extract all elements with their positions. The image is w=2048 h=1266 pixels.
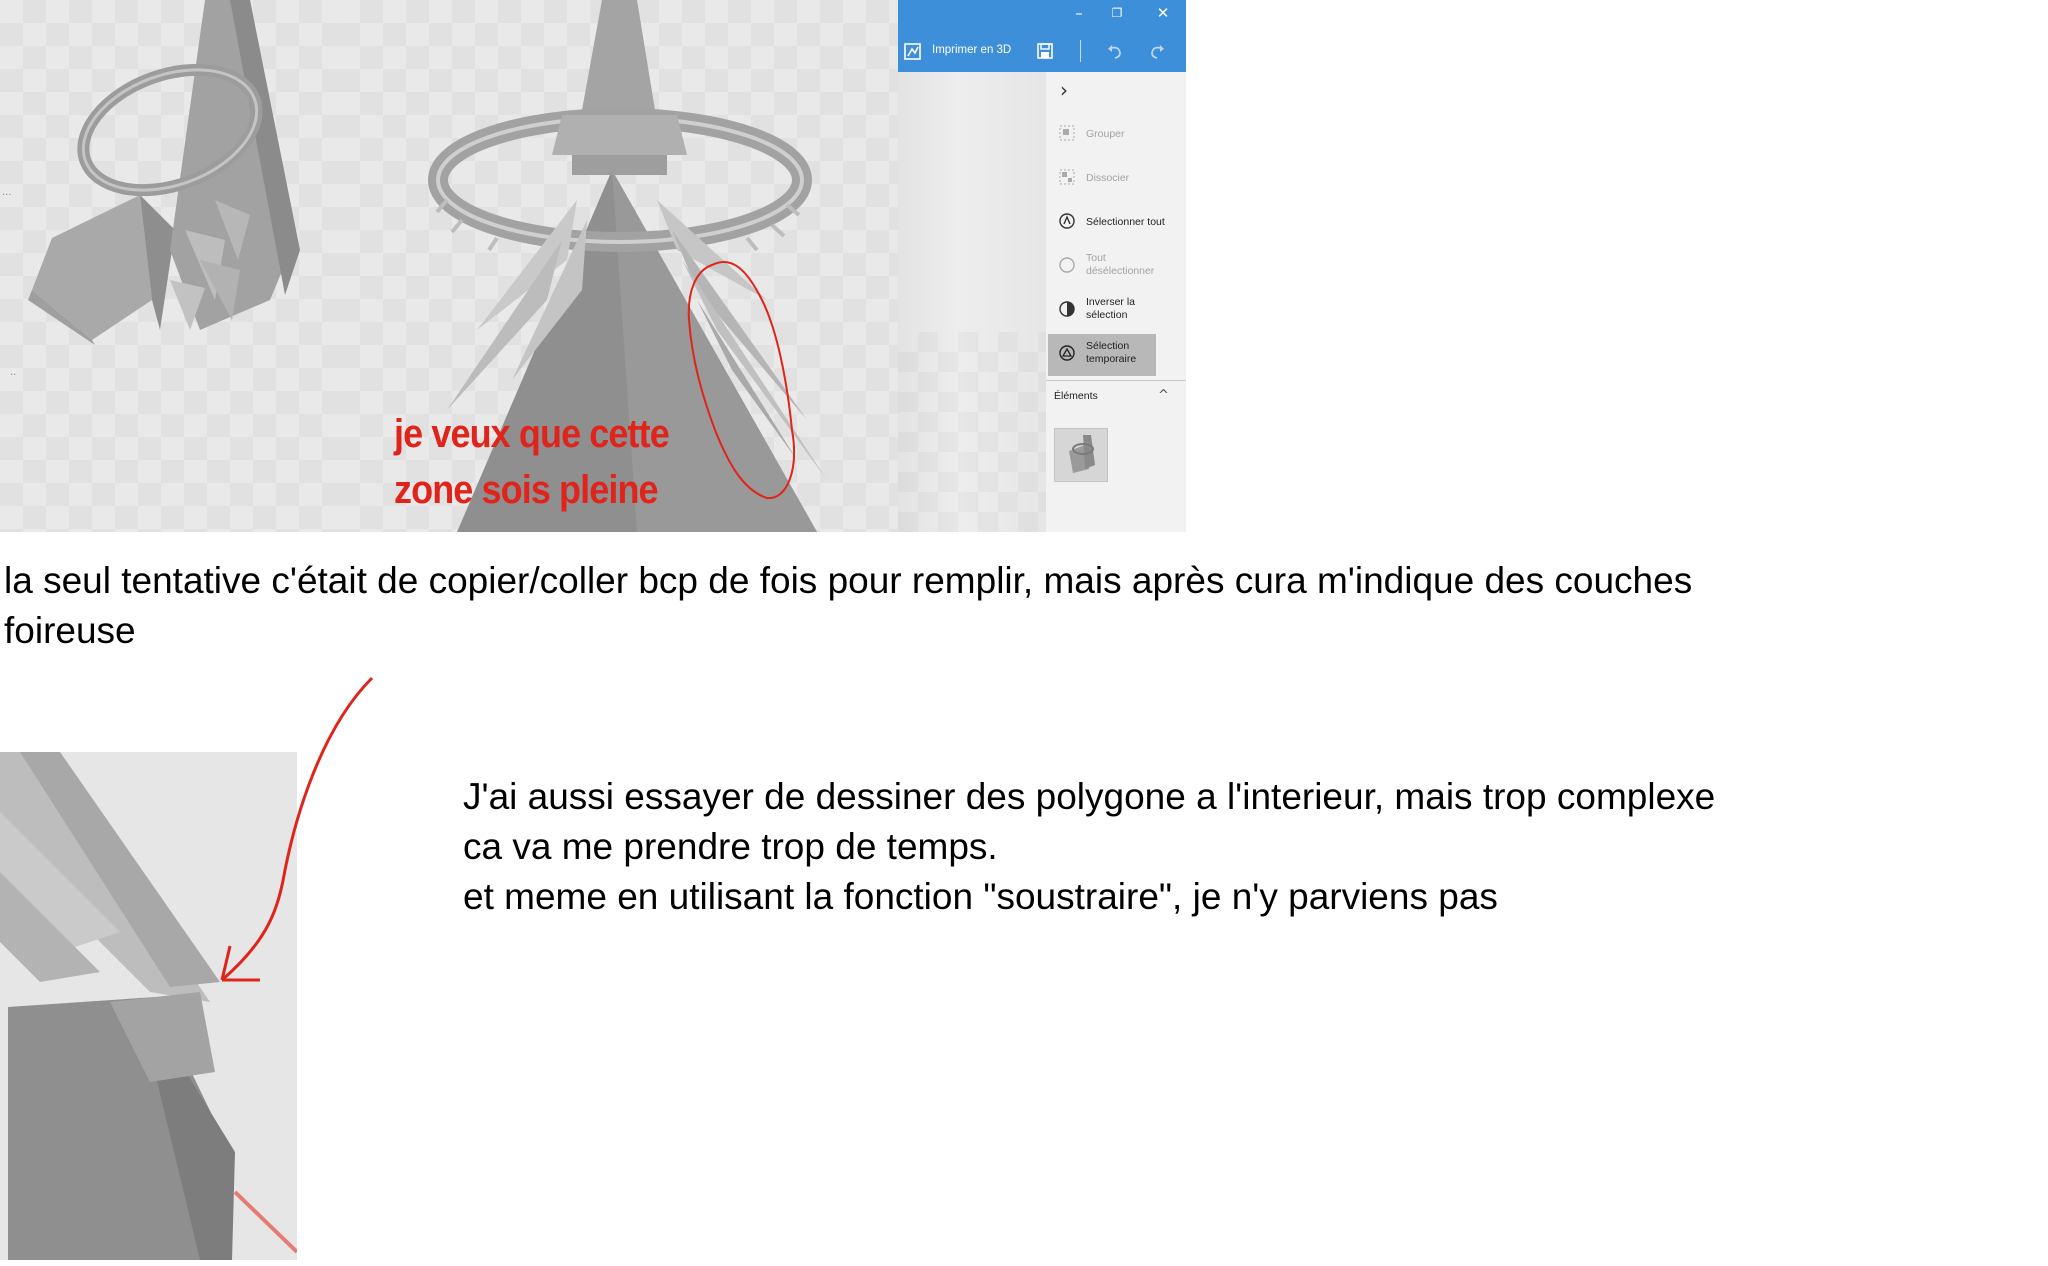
- select-all-label: Sélectionner tout: [1086, 216, 1165, 228]
- elements-section-title: Éléments: [1054, 390, 1098, 402]
- deselect-all-button[interactable]: [1048, 246, 1156, 288]
- print-3d-label[interactable]: Imprimer en 3D: [932, 44, 1012, 56]
- restore-button[interactable]: ❐: [1111, 6, 1123, 20]
- note-paragraph-1-line-1: la seul tentative c'était de copier/coller bcp de fois pour remplir, mais après cura m'indique des couches: [4, 560, 1693, 601]
- model-left-render: [0, 0, 337, 532]
- select-all-button[interactable]: [1048, 202, 1165, 244]
- deselect-all-label: Tout désélectionner: [1086, 252, 1155, 277]
- group-label: Grouper: [1086, 128, 1125, 140]
- select-all-icon: [1058, 212, 1076, 230]
- toolbar-separator: [1080, 40, 1081, 62]
- app-toolbar: [898, 36, 1186, 68]
- ungroup-button[interactable]: [1048, 158, 1156, 200]
- annotation-line-1: je veux que cette: [394, 412, 669, 456]
- invert-selection-button[interactable]: [1048, 290, 1156, 332]
- element-thumbnail[interactable]: [1054, 428, 1108, 482]
- deselect-all-icon: [1058, 256, 1076, 274]
- collapse-elements-button[interactable]: ^: [1158, 388, 1169, 403]
- note-paragraph-2-line-1: J'ai aussi essayer de dessiner des polygone a l'interieur, mais trop complexe: [463, 776, 1716, 817]
- viewport-left[interactable]: [0, 0, 337, 532]
- ungroup-icon: [1058, 168, 1076, 186]
- svg-text:...: ...: [2, 187, 12, 198]
- save-icon[interactable]: [1034, 40, 1060, 64]
- note-paragraph-1-line-2: foireuse: [4, 610, 136, 651]
- group-button[interactable]: [1048, 114, 1156, 156]
- group-icon: [1058, 124, 1076, 142]
- ungroup-label: Dissocier: [1086, 172, 1130, 184]
- viewport-right-strip[interactable]: [898, 72, 1046, 532]
- selection-side-panel: [1046, 72, 1186, 532]
- note-paragraph-2-line-3: et meme en utilisant la fonction "soustraire", je n'y parviens pas: [463, 876, 1498, 917]
- print-3d-icon[interactable]: [902, 40, 928, 64]
- close-button[interactable]: ✕: [1156, 4, 1170, 22]
- temporary-selection-icon: [1058, 344, 1076, 362]
- viewport-center[interactable]: [337, 0, 898, 532]
- annotation-text: [394, 406, 718, 518]
- expand-panel-button[interactable]: ›: [1060, 78, 1068, 102]
- red-arrow-annotation: [200, 670, 380, 990]
- panel-divider: [1046, 380, 1186, 381]
- svg-text:..: ..: [10, 367, 17, 378]
- temporary-selection-button[interactable]: [1048, 334, 1156, 376]
- invert-selection-label: Inverser la sélection: [1086, 296, 1136, 321]
- minimize-button[interactable]: –: [1075, 4, 1083, 22]
- element-thumbnail-render: [1055, 429, 1107, 481]
- temporary-selection-label: Sélection temporaire: [1086, 340, 1137, 365]
- annotation-line-2: zone sois pleine: [394, 468, 658, 512]
- app-titlebar: [898, 0, 1186, 72]
- note-paragraph-2-line-2: ca va me prendre trop de temps.: [463, 826, 998, 867]
- undo-icon[interactable]: [1104, 40, 1130, 64]
- redo-icon[interactable]: [1146, 40, 1172, 64]
- invert-selection-icon: [1058, 300, 1076, 318]
